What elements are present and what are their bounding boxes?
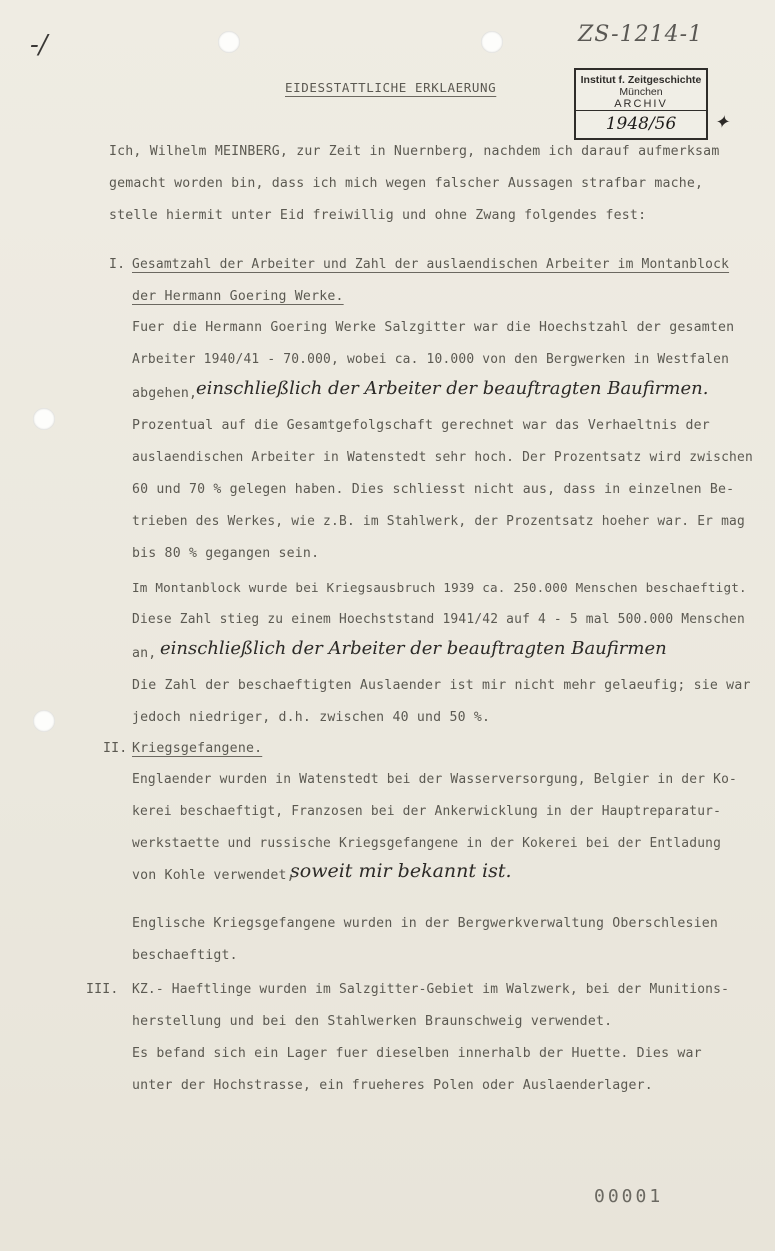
paragraph-line: Es befand sich ein Lager fuer dieselben innerhalb der Huette. Dies war [132,1046,702,1061]
handwritten-insertion: einschließlich der Arbeiter der beauftragten Baufirmen. [196,378,709,399]
intro-line: Ich, Wilhelm MEINBERG, zur Zeit in Nuernberg, nachdem ich darauf aufmerksam [109,144,720,159]
page-number: 00001 [594,1186,664,1207]
stamp-arrow-mark: ✦ [714,112,730,133]
paragraph-line: Fuer die Hermann Goering Werke Salzgitter war die Hoechstzahl der gesamten [132,320,735,335]
paragraph-line: unter der Hochstrasse, ein frueheres Polen oder Auslaenderlager. [132,1078,653,1093]
punch-hole [33,710,55,732]
punch-hole [481,31,503,53]
paragraph-line: herstellung und bei den Stahlwerken Braunschweig verwendet. [132,1014,613,1029]
document-title: EIDESSTATTLICHE ERKLAERUNG [285,80,497,95]
paragraph-line: Diese Zahl stieg zu einem Hoechststand 1941/42 auf 4 - 5 mal 500.000 Menschen [132,612,745,627]
intro-line: gemacht worden bin, dass ich mich wegen falscher Aussagen strafbar mache, [109,176,704,191]
stamp-city: München [619,86,663,98]
paragraph-line: 60 und 70 % gelegen haben. Dies schliesst nicht aus, dass in einzelnen Be- [132,482,735,497]
archive-stamp [574,68,708,140]
paragraph-line: abgehen, [132,386,198,401]
section-number: I. [109,257,126,272]
handwritten-insertion: soweit mir bekannt ist. [290,860,512,882]
section-number: II. [103,741,128,756]
punch-hole [218,31,240,53]
paragraph-line: von Kohle verwendet, [132,868,295,883]
paragraph-line: Prozentual auf die Gesamtgefolgschaft gerechnet war das Verhaeltnis der [132,418,710,433]
section-heading: Gesamtzahl der Arbeiter und Zahl der auslaendischen Arbeiter im Montanblock [132,257,730,272]
intro-line: stelle hiermit unter Eid freiwillig und ohne Zwang folgendes fest: [109,208,647,223]
paragraph-line: Englaender wurden in Watenstedt bei der Wasserversorgung, Belgier in der Ko- [132,772,738,787]
paragraph-line: bis 80 % gegangen sein. [132,546,320,561]
paragraph-line: Im Montanblock wurde bei Kriegsausbruch 1939 ca. 250.000 Menschen beschaeftigt. [132,580,747,595]
paragraph-line: auslaendischen Arbeiter in Watenstedt sehr hoch. Der Prozentsatz wird zwischen [132,450,753,465]
stamp-archive: ARCHIV [614,98,668,110]
paragraph-line: an, [132,646,157,661]
paragraph-line: jedoch niedriger, d.h. zwischen 40 und 50 %. [132,710,491,725]
paragraph-line: trieben des Werkes, wie z.B. im Stahlwerk, der Prozentsatz hoeher war. Er mag [132,514,745,529]
paragraph-line: kerei beschaeftigt, Franzosen bei der Ankerwicklung in der Hauptreparatur- [132,804,722,819]
section-heading: der Hermann Goering Werke. [132,289,344,304]
section-heading: Kriegsgefangene. [132,741,263,756]
section-number: III. [86,982,119,997]
paragraph-line: beschaeftigt. [132,948,238,963]
paragraph-line: Die Zahl der beschaeftigten Auslaender ist mir nicht mehr gelaeufig; sie war [132,678,751,693]
punch-hole [33,408,55,430]
paragraph-line: Arbeiter 1940/41 - 70.000, wobei ca. 10.000 von den Bergwerken in Westfalen [132,352,730,367]
archive-reference: ZS-1214-1 [578,22,704,47]
margin-mark: -/ [30,30,48,60]
stamp-institute: Institut f. Zeitgeschichte [580,74,702,86]
handwritten-insertion: einschließlich der Arbeiter der beauftragten Baufirmen [160,638,667,659]
paragraph-line: KZ.- Haeftlinge wurden im Salzgitter-Gebiet im Walzwerk, bei der Munitions- [132,982,730,997]
paragraph-line: Englische Kriegsgefangene wurden in der Bergwerkverwaltung Oberschlesien [132,916,719,931]
paragraph-line: werkstaette und russische Kriegsgefangene in der Kokerei bei der Entladung [132,836,722,851]
stamp-number: 1948/56 [576,110,706,137]
